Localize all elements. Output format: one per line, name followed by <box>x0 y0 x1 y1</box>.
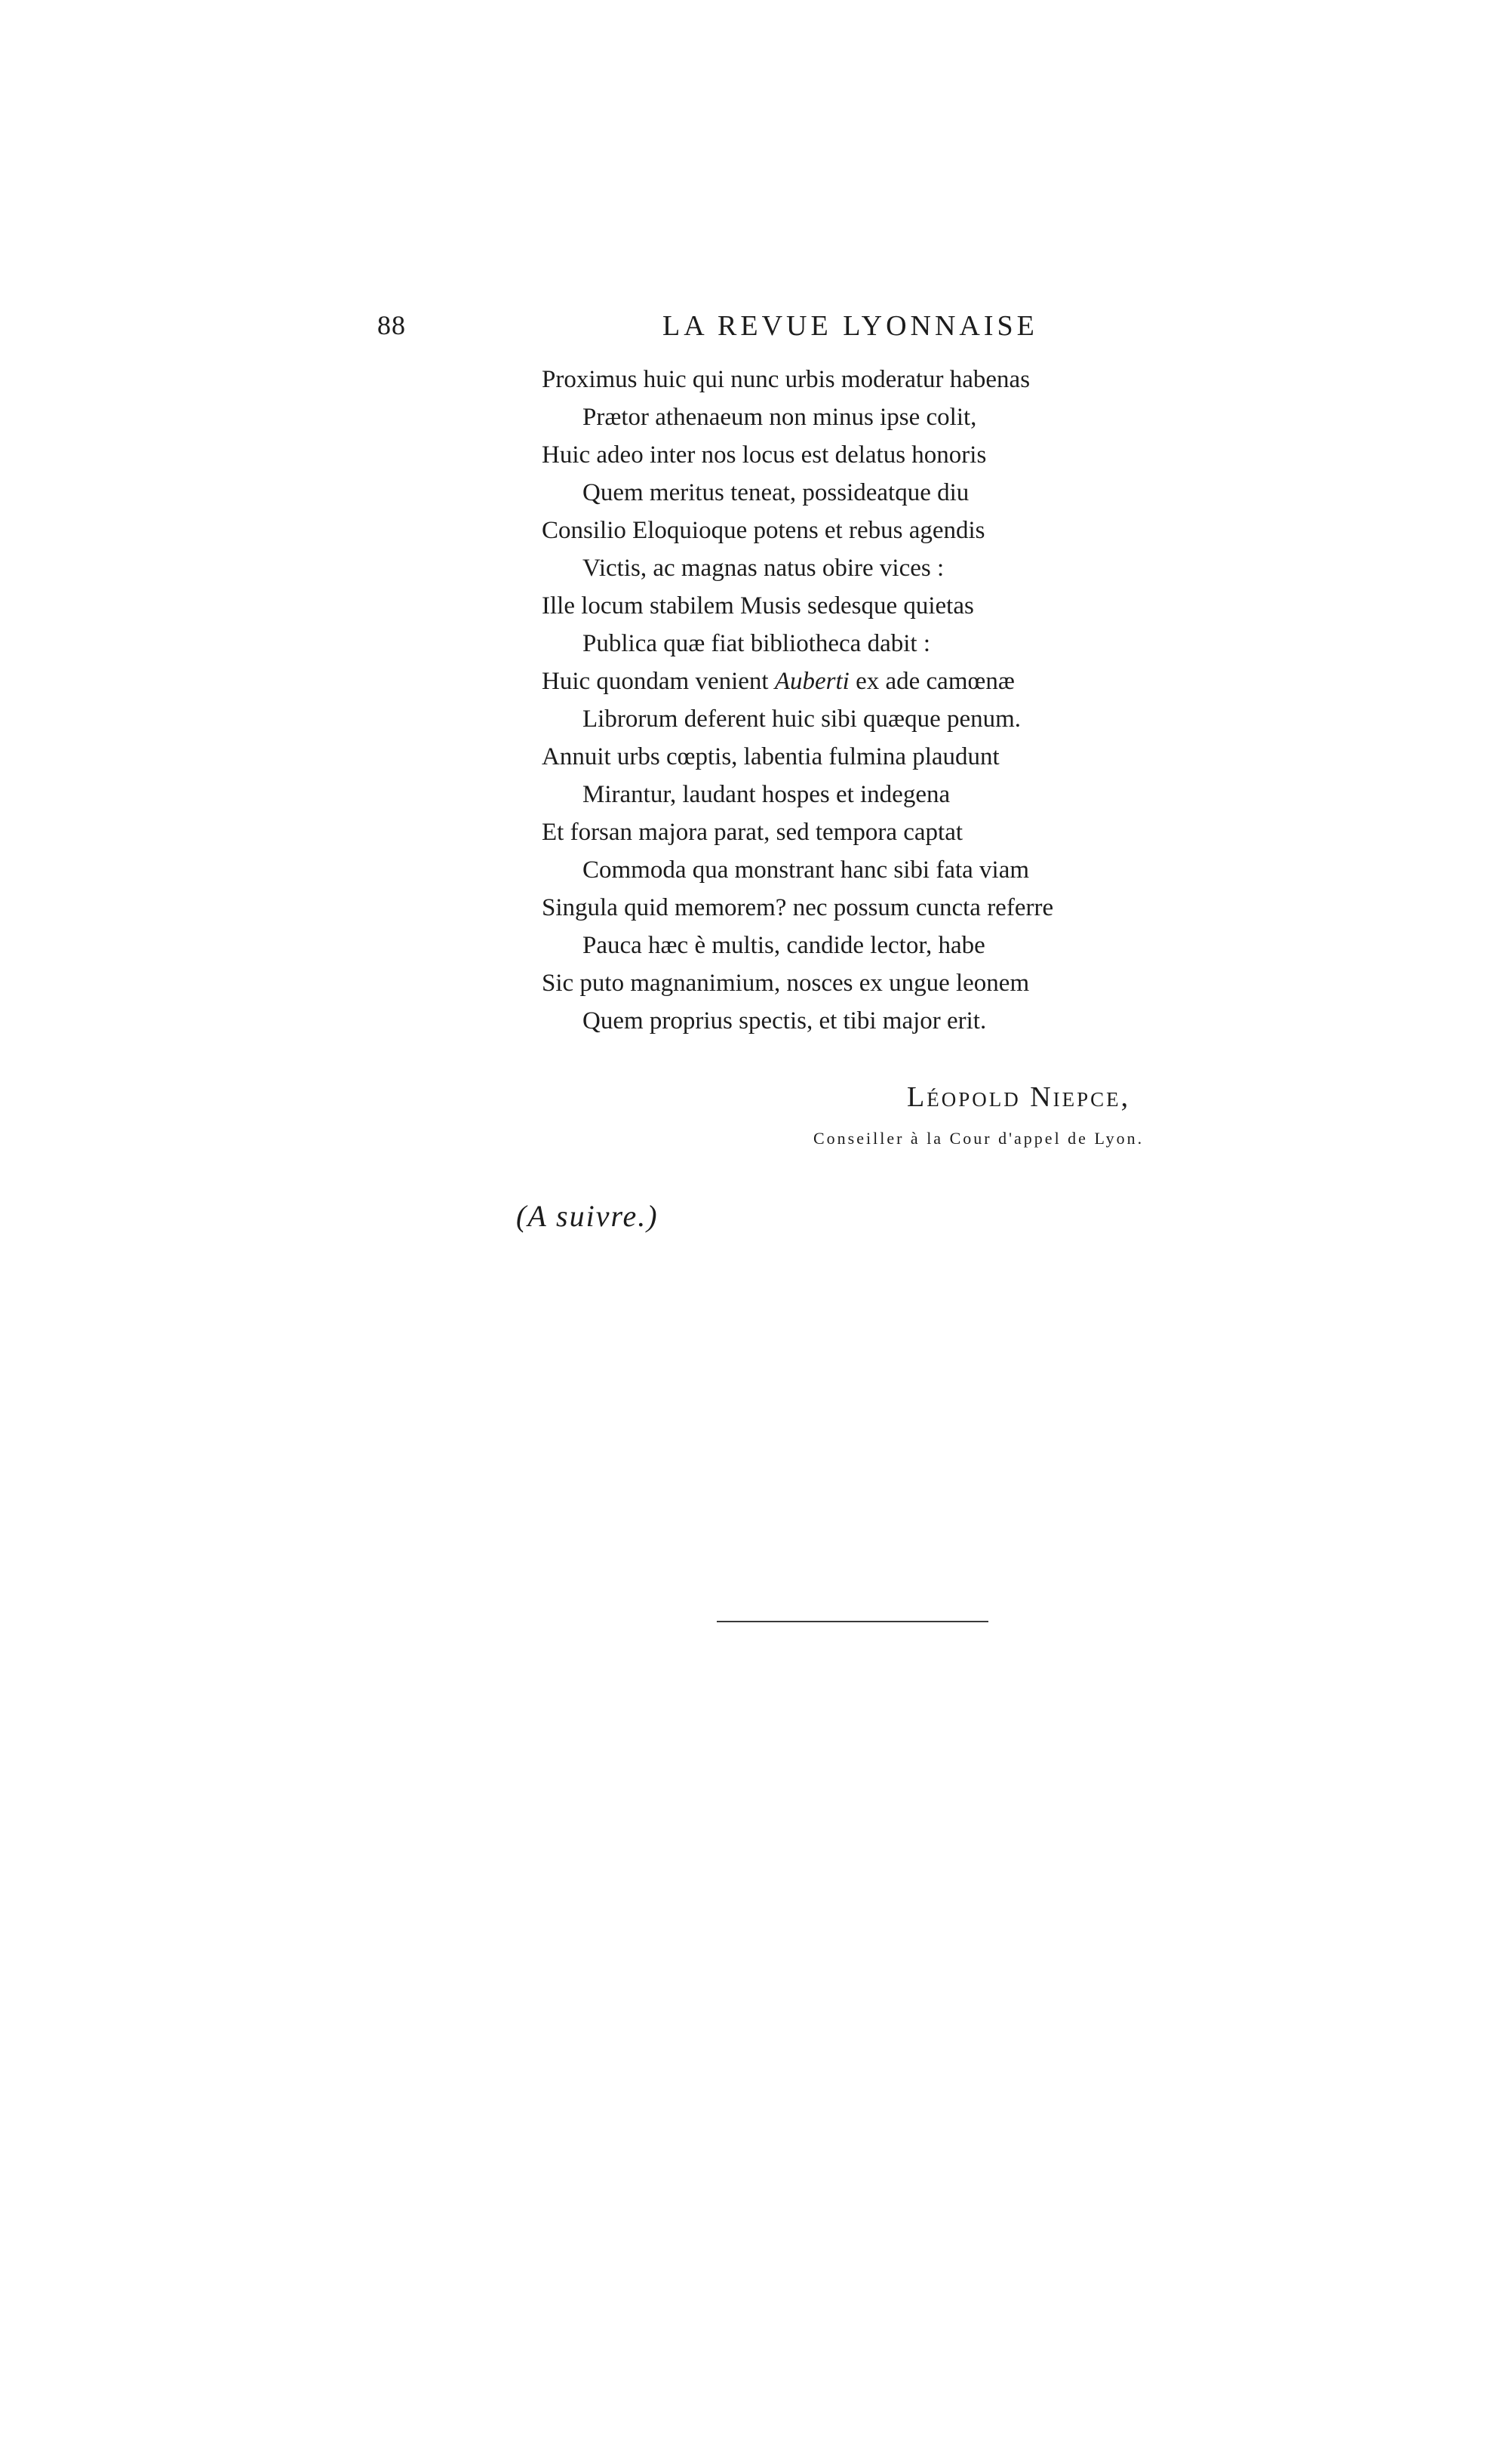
page-number: 88 <box>377 310 406 340</box>
running-head-title: LA REVUE LYONNAISE <box>662 310 1038 342</box>
verse-line: Consilio Eloquioque potens et rebus agendis <box>542 517 985 544</box>
verse-line: Pauca hæc è multis, candide lector, habe <box>582 932 985 959</box>
verse-line: Quem meritus teneat, possideatque diu <box>582 479 970 506</box>
to-be-continued-note: (A suivre.) <box>516 1199 659 1233</box>
verse-line: Publica quæ fiat bibliotheca dabit : <box>582 630 930 657</box>
author-affiliation: Conseiller à la Cour d'appel de Lyon. <box>813 1129 1145 1148</box>
verse-line <box>542 663 1296 700</box>
verse-line: Proximus huic qui nunc urbis moderatur habenas <box>542 366 1031 393</box>
verse-italic-name: Auberti <box>774 668 850 695</box>
verse-line: Et forsan majora parat, sed tempora captat <box>542 819 963 846</box>
verse-line: Sic puto magnanimium, nosces ex ungue leonem <box>542 970 1030 997</box>
verse-line: Prætor athenaeum non minus ipse colit, <box>582 404 977 431</box>
verse-text: Huic quondam venient <box>542 668 775 695</box>
verse-line: Huic adeo inter nos locus est delatus honoris <box>542 441 987 469</box>
verse-line: Annuit urbs cœptis, labentia fulmina plaudunt <box>542 743 1000 770</box>
verse-line: Victis, ac magnas natus obire vices : <box>582 555 945 582</box>
verse-line: Ille locum stabilem Musis sedesque quietas <box>542 592 974 619</box>
latin-poem <box>542 361 1296 1040</box>
verse-text: ex ade camœnæ <box>849 668 1015 695</box>
verse-line: Singula quid memorem? nec possum cuncta referre <box>542 894 1054 921</box>
author-signature: Léopold Niepce, <box>907 1081 1131 1113</box>
verse-line: Commoda qua monstrant hanc sibi fata viam <box>582 856 1030 884</box>
section-divider-rule <box>717 1621 988 1622</box>
verse-line: Librorum deferent huic sibi quæque penum. <box>582 706 1022 733</box>
verse-line: Mirantur, laudant hospes et indegena <box>582 781 951 808</box>
verse-line: Quem proprius spectis, et tibi major erit. <box>582 1007 987 1035</box>
